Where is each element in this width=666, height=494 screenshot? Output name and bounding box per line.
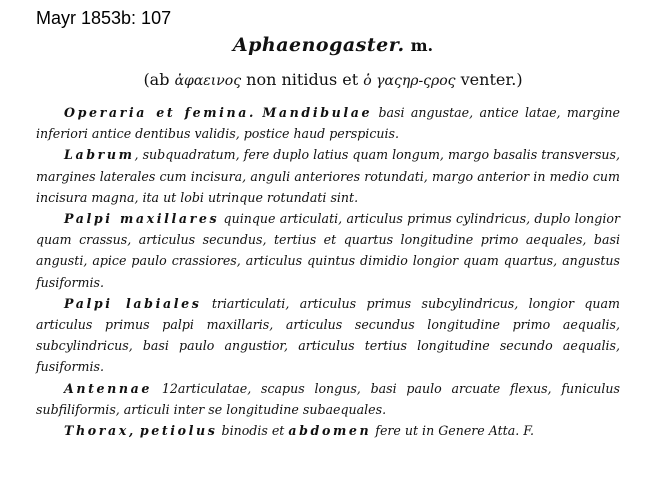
paragraph-lead: Palpi maxillares [64, 211, 220, 227]
paragraph-text: subquadratum, fere duplo latius quam longum, margo basalis transversus, margines laterales cum incisura, anguli anteriores rotundati, margo anterior in medio cum incisura magna, ita ut lobi utrinque rotundati sint. [36, 147, 620, 205]
greek-word-1: ἀφαεινος [174, 73, 242, 89]
etymology-middle: non nitidus et [246, 70, 359, 89]
paragraph-text: quinque articulati, articulus primus cylindricus, duplo longior quam crassus, articulus secundus, tertius et quartus longitudine primo aequales, basi angusti, apice paulo crassiores, articulus quintus dimidio longior quam quartus, angustus fusiformis. [36, 211, 620, 290]
paragraph-antennae [36, 378, 620, 420]
paragraph-text: triarticulati, articulus primus subcylindricus, longior quam articulus primus palpi maxillaris, articulus secundus longitudine primo aequalis, subcylindricus, basi paulo angustior, articulus tertius longitudine secundo aequalis, fusiformis. [36, 295, 620, 375]
paragraph-text: basi angustae, antice latae, margine inferiori antice dentibus validis, postice haud perspicuis. [36, 105, 620, 142]
greek-word-2: ὁ γαςηρ-ςρος [363, 73, 456, 89]
paragraph-lead: Operaria et femina. [64, 105, 257, 120]
paragraph-mandibles [36, 102, 620, 144]
paragraph-lead-2: Mandibulae [262, 105, 373, 120]
paragraph-text: 12articulatae, scapus longus, basi paulo arcuate flexus, funiculus subfiliformis, articuli inter se longitudine subaequales. [36, 380, 620, 417]
paragraph-mid: binodis et [221, 423, 285, 439]
paragraph-palpi-maxillares [36, 208, 620, 293]
paragraph-lead: Labrum [64, 147, 135, 163]
paragraph-lead-2: petiolus [139, 423, 218, 439]
paragraph-lead: Antennae [64, 380, 153, 396]
paragraph-thorax [36, 420, 620, 441]
paragraph-lead: Palpi labiales [64, 295, 202, 311]
paragraph-palpi-labiales [36, 293, 620, 378]
citation-label: Mayr 1853b: 107 [36, 8, 172, 28]
etymology-line [0, 70, 666, 89]
genus-heading [0, 34, 666, 56]
description-body [36, 102, 620, 441]
genus-name: Aphaenogaster. [232, 34, 405, 56]
etymology-open: (ab [143, 70, 170, 89]
paragraph-lead: Thorax, [64, 423, 136, 439]
etymology-close: venter.) [460, 70, 523, 89]
paragraph-text: fere ut in Genere Atta. F. [375, 423, 535, 439]
paragraph-lead-3: abdomen [288, 423, 372, 439]
paragraph-labrum: Labrum, subquadratum, fere duplo latius quam longum, margo basalis transversus, margines laterales cum incisura, anguli anteriores rotundati, margo anterior in medio cum incisura magna, ita ut lobi utrinque rotundati sint. [36, 147, 620, 205]
genus-abbrev: m. [410, 36, 434, 55]
